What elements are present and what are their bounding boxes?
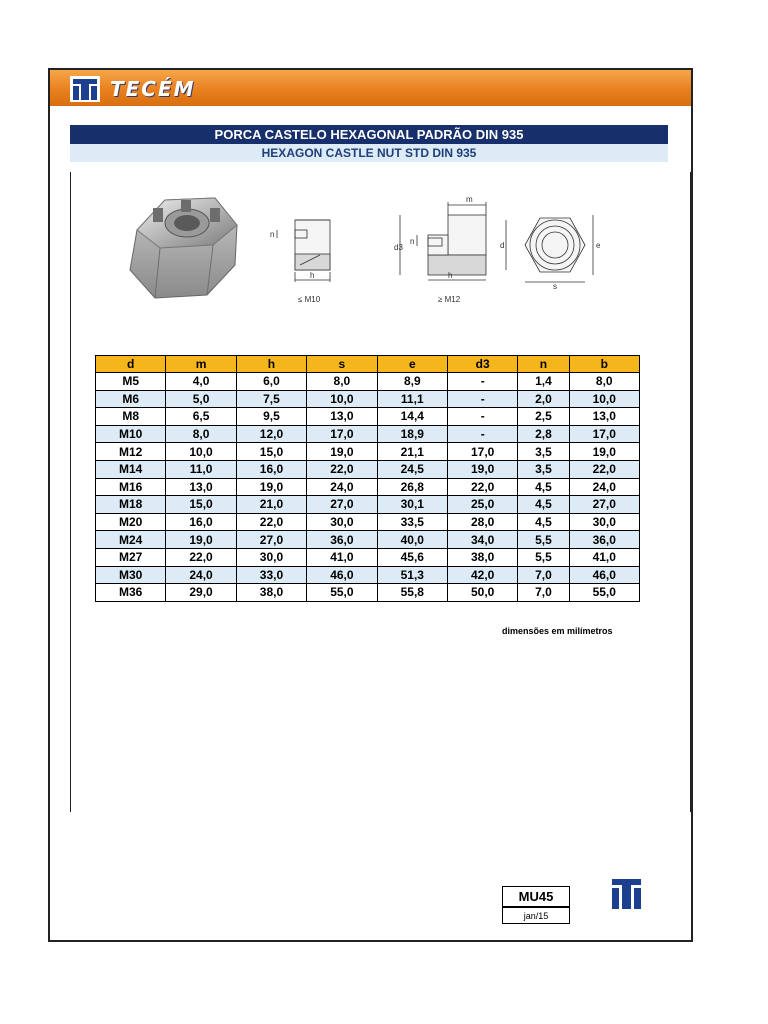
col-header: e xyxy=(377,356,447,373)
table-row xyxy=(96,373,640,391)
label-n-2: n xyxy=(410,237,415,246)
table-cell: 6,0 xyxy=(236,373,306,391)
castle-nut-photo xyxy=(125,190,243,305)
table-cell: 19,0 xyxy=(447,460,517,478)
divider-left xyxy=(70,172,71,812)
table-cell: 4,5 xyxy=(518,513,569,531)
table-cell: 4,5 xyxy=(518,496,569,514)
col-header: m xyxy=(166,356,236,373)
table-cell: 36,0 xyxy=(307,531,377,549)
table-cell: 8,9 xyxy=(377,373,447,391)
table-cell: 22,0 xyxy=(569,460,639,478)
tecem-corner-logo-icon xyxy=(610,875,643,911)
table-cell: 19,0 xyxy=(307,443,377,461)
table-cell: 40,0 xyxy=(377,531,447,549)
table-cell: 2,0 xyxy=(518,390,569,408)
table-cell: 10,0 xyxy=(569,390,639,408)
table-row xyxy=(96,566,640,584)
table-cell: 5,0 xyxy=(166,390,236,408)
label-d: d xyxy=(500,241,505,250)
table-cell: 2,8 xyxy=(518,425,569,443)
tecem-logo-icon xyxy=(70,76,100,102)
table-cell: 28,0 xyxy=(447,513,517,531)
table-cell: 2,5 xyxy=(518,408,569,426)
table-cell: 22,0 xyxy=(236,513,306,531)
units-note: dimensões em milímetros xyxy=(502,626,613,636)
col-header: s xyxy=(307,356,377,373)
table-cell: 7,5 xyxy=(236,390,306,408)
table-cell: 36,0 xyxy=(569,531,639,549)
table-row xyxy=(96,496,640,514)
label-e: e xyxy=(596,241,601,250)
table-cell: 19,0 xyxy=(166,531,236,549)
side-view-small-nut xyxy=(277,220,330,282)
label-d3: d3 xyxy=(394,243,403,252)
label-h-1: h xyxy=(310,271,315,280)
top-view-nut xyxy=(506,215,593,282)
table-cell: 30,0 xyxy=(569,513,639,531)
table-row xyxy=(96,443,640,461)
table-cell: 17,0 xyxy=(447,443,517,461)
table-row xyxy=(96,548,640,566)
table-cell: 27,0 xyxy=(569,496,639,514)
col-header: n xyxy=(518,356,569,373)
table-cell: 9,5 xyxy=(236,408,306,426)
table-cell: M16 xyxy=(96,478,166,496)
dimensions-table xyxy=(95,355,640,602)
table-cell: 8,0 xyxy=(307,373,377,391)
table-cell: M8 xyxy=(96,408,166,426)
table-cell: 42,0 xyxy=(447,566,517,584)
catalog-sheet xyxy=(48,68,693,942)
table-cell: 11,1 xyxy=(377,390,447,408)
table-cell: 55,0 xyxy=(569,584,639,602)
table-cell: 33,0 xyxy=(236,566,306,584)
table-cell: 24,5 xyxy=(377,460,447,478)
table-cell: 27,0 xyxy=(236,531,306,549)
table-row xyxy=(96,478,640,496)
table-cell: M18 xyxy=(96,496,166,514)
table-cell: 55,0 xyxy=(307,584,377,602)
table-cell: 50,0 xyxy=(447,584,517,602)
label-m: m xyxy=(466,195,473,204)
table-cell: M36 xyxy=(96,584,166,602)
document-code: MU45 xyxy=(503,887,569,908)
table-cell: 30,1 xyxy=(377,496,447,514)
table-cell: M14 xyxy=(96,460,166,478)
table-cell: 18,9 xyxy=(377,425,447,443)
table-cell: 4,5 xyxy=(518,478,569,496)
table-row xyxy=(96,584,640,602)
table-row xyxy=(96,425,640,443)
table-cell: 46,0 xyxy=(307,566,377,584)
table-cell: 29,0 xyxy=(166,584,236,602)
table-cell: 16,0 xyxy=(236,460,306,478)
table-cell: 16,0 xyxy=(166,513,236,531)
col-header: d xyxy=(96,356,166,373)
table-row xyxy=(96,460,640,478)
label-ge-m12: ≥ M12 xyxy=(438,295,461,304)
table-cell: 8,0 xyxy=(166,425,236,443)
table-cell: 41,0 xyxy=(307,548,377,566)
table-cell: 3,5 xyxy=(518,443,569,461)
table-header-row xyxy=(96,356,640,373)
table-cell: - xyxy=(447,408,517,426)
table-cell: 24,0 xyxy=(569,478,639,496)
table-row xyxy=(96,513,640,531)
table-cell: 7,0 xyxy=(518,584,569,602)
table-cell: 21,0 xyxy=(236,496,306,514)
table-cell: 5,5 xyxy=(518,531,569,549)
table-cell: 22,0 xyxy=(307,460,377,478)
table-cell: 38,0 xyxy=(236,584,306,602)
table-cell: M6 xyxy=(96,390,166,408)
label-s: s xyxy=(553,282,557,291)
table-cell: 14,4 xyxy=(377,408,447,426)
brand-name: TECÉM xyxy=(110,77,196,101)
table-row xyxy=(96,390,640,408)
table-cell: 45,6 xyxy=(377,548,447,566)
table-cell: 17,0 xyxy=(569,425,639,443)
table-cell: - xyxy=(447,373,517,391)
col-header: b xyxy=(569,356,639,373)
table-cell: 46,0 xyxy=(569,566,639,584)
table-cell: 8,0 xyxy=(569,373,639,391)
table-cell: 24,0 xyxy=(307,478,377,496)
table-cell: 19,0 xyxy=(236,478,306,496)
label-le-m10: ≤ M10 xyxy=(298,295,321,304)
table-cell: M27 xyxy=(96,548,166,566)
label-h-2: h xyxy=(448,271,453,280)
table-body xyxy=(96,373,640,602)
table-cell: 13,0 xyxy=(166,478,236,496)
table-cell: 15,0 xyxy=(166,496,236,514)
table-cell: 3,5 xyxy=(518,460,569,478)
title-english: HEXAGON CASTLE NUT STD DIN 935 xyxy=(70,144,668,162)
document-date: jan/15 xyxy=(523,911,549,921)
table-cell: 27,0 xyxy=(307,496,377,514)
table-cell: 13,0 xyxy=(307,408,377,426)
table-cell: 7,0 xyxy=(518,566,569,584)
divider-right xyxy=(690,172,691,812)
table-cell: 22,0 xyxy=(166,548,236,566)
table-cell: 6,5 xyxy=(166,408,236,426)
table-cell: 5,5 xyxy=(518,548,569,566)
table-cell: M12 xyxy=(96,443,166,461)
table-cell: 17,0 xyxy=(307,425,377,443)
table-cell: 30,0 xyxy=(307,513,377,531)
label-n-1: n xyxy=(270,230,275,239)
table-cell: M30 xyxy=(96,566,166,584)
table-cell: 34,0 xyxy=(447,531,517,549)
table-cell: 38,0 xyxy=(447,548,517,566)
table-cell: 26,8 xyxy=(377,478,447,496)
table-cell: 1,4 xyxy=(518,373,569,391)
table-cell: 15,0 xyxy=(236,443,306,461)
table-cell: M5 xyxy=(96,373,166,391)
table-cell: M24 xyxy=(96,531,166,549)
table-cell: 24,0 xyxy=(166,566,236,584)
table-cell: 25,0 xyxy=(447,496,517,514)
table-cell: 11,0 xyxy=(166,460,236,478)
table-cell: 30,0 xyxy=(236,548,306,566)
col-header: h xyxy=(236,356,306,373)
title-portuguese: PORCA CASTELO HEXAGONAL PADRÃO DIN 935 xyxy=(70,125,668,144)
table-cell: 19,0 xyxy=(569,443,639,461)
col-header: d3 xyxy=(447,356,517,373)
table-row xyxy=(96,531,640,549)
table-cell: 51,3 xyxy=(377,566,447,584)
technical-drawings xyxy=(270,190,605,315)
table-cell: 41,0 xyxy=(569,548,639,566)
table-cell: 21,1 xyxy=(377,443,447,461)
table-cell: 10,0 xyxy=(307,390,377,408)
table-cell: - xyxy=(447,425,517,443)
document-code-box xyxy=(502,886,570,924)
table-cell: 12,0 xyxy=(236,425,306,443)
table-cell: M20 xyxy=(96,513,166,531)
table-row xyxy=(96,408,640,426)
table-cell: 33,5 xyxy=(377,513,447,531)
table-cell: M10 xyxy=(96,425,166,443)
table-cell: 10,0 xyxy=(166,443,236,461)
table-cell: 4,0 xyxy=(166,373,236,391)
table-cell: 22,0 xyxy=(447,478,517,496)
table-cell: 55,8 xyxy=(377,584,447,602)
table-cell: - xyxy=(447,390,517,408)
table-cell: 13,0 xyxy=(569,408,639,426)
brand-header xyxy=(50,70,691,106)
